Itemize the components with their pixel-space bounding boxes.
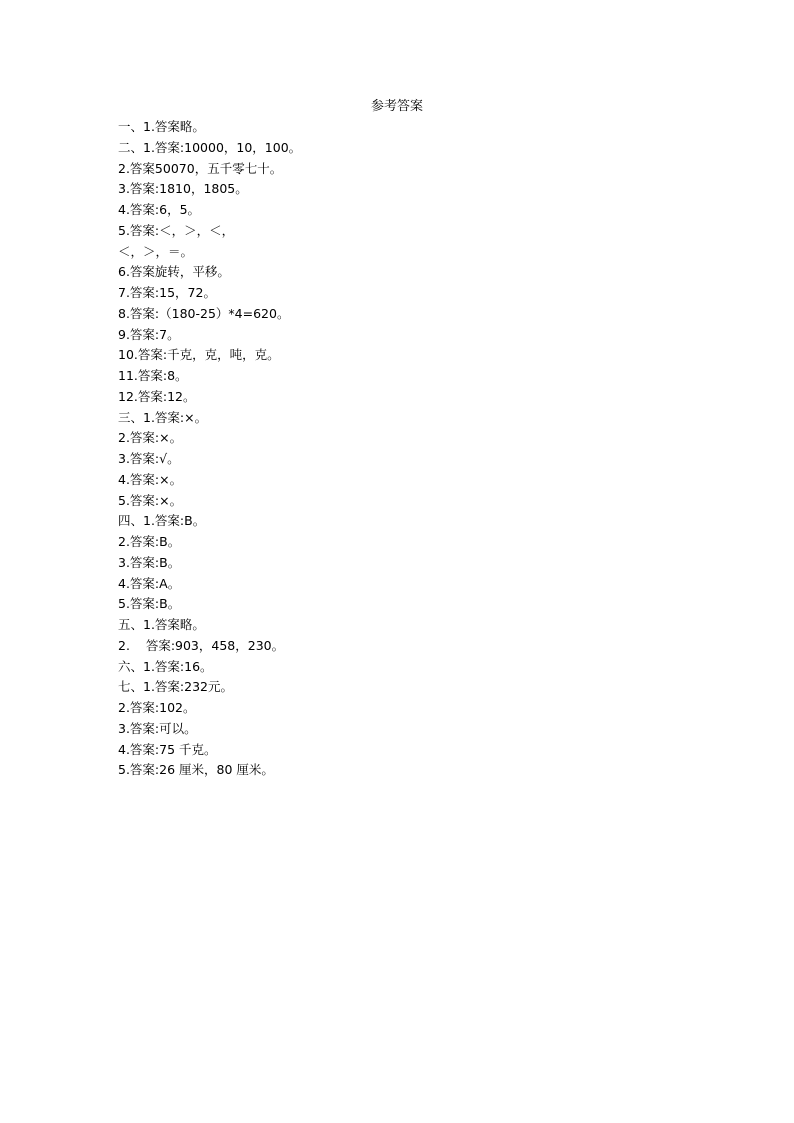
- answer-line: 2.答案50070，五千零七十。: [118, 160, 283, 176]
- answer-line: 9.答案:7。: [118, 326, 180, 342]
- answer-line: 5.答案:26 厘米，80 厘米。: [118, 762, 274, 778]
- answer-line: 10.答案:千克，克，吨，克。: [118, 347, 280, 363]
- answer-line: 12.答案:12。: [118, 388, 196, 404]
- answer-line: 7.答案:15，72。: [118, 285, 216, 300]
- answer-line: 4.答案:×。: [118, 471, 183, 487]
- answer-line: 5.答案:＜，＞，＜，: [118, 222, 235, 238]
- answer-line: 5.答案:B。: [118, 596, 181, 612]
- answer-line: ＜，＞，＝。: [118, 243, 194, 259]
- answer-line: 一、1.答案略。: [118, 119, 205, 134]
- answer-list: [118, 117, 738, 781]
- answer-line: 5.答案:×。: [118, 492, 183, 508]
- answer-line: 11.答案:8。: [118, 368, 188, 383]
- answer-line: 三、1.答案:×。: [118, 409, 208, 425]
- answer-line: 8.答案:（180-25）*4=620。: [118, 305, 290, 321]
- page-title: 参考答案: [370, 99, 423, 114]
- answer-line: 2.答案:×。: [118, 430, 183, 446]
- answer-line: 2.答案:B。: [118, 534, 181, 549]
- answer-line: 七、1.答案:232元。: [118, 679, 233, 695]
- answer-line: 4.答案:6，5。: [118, 202, 201, 217]
- answer-line: 2. 答案:903，458，230。: [118, 637, 285, 653]
- answer-line: 六、1.答案:16。: [118, 658, 213, 674]
- answer-line: 2.答案:102。: [118, 700, 196, 715]
- answer-line: 3.答案:1810，1805。: [118, 181, 248, 197]
- answer-line: 4.答案:75 千克。: [118, 741, 217, 757]
- answer-line: 四、1.答案:B。: [118, 513, 206, 529]
- answer-line: 五、1.答案略。: [118, 617, 205, 632]
- answer-line: 3.答案:√。: [118, 451, 180, 466]
- answer-line: 6.答案旋转，平移。: [118, 264, 230, 280]
- answer-line: 3.答案:可以。: [118, 720, 197, 736]
- answer-line: 3.答案:B。: [118, 554, 181, 570]
- answer-line: 二、1.答案:10000，10，100。: [118, 139, 302, 155]
- answer-line: 4.答案:A。: [118, 575, 181, 591]
